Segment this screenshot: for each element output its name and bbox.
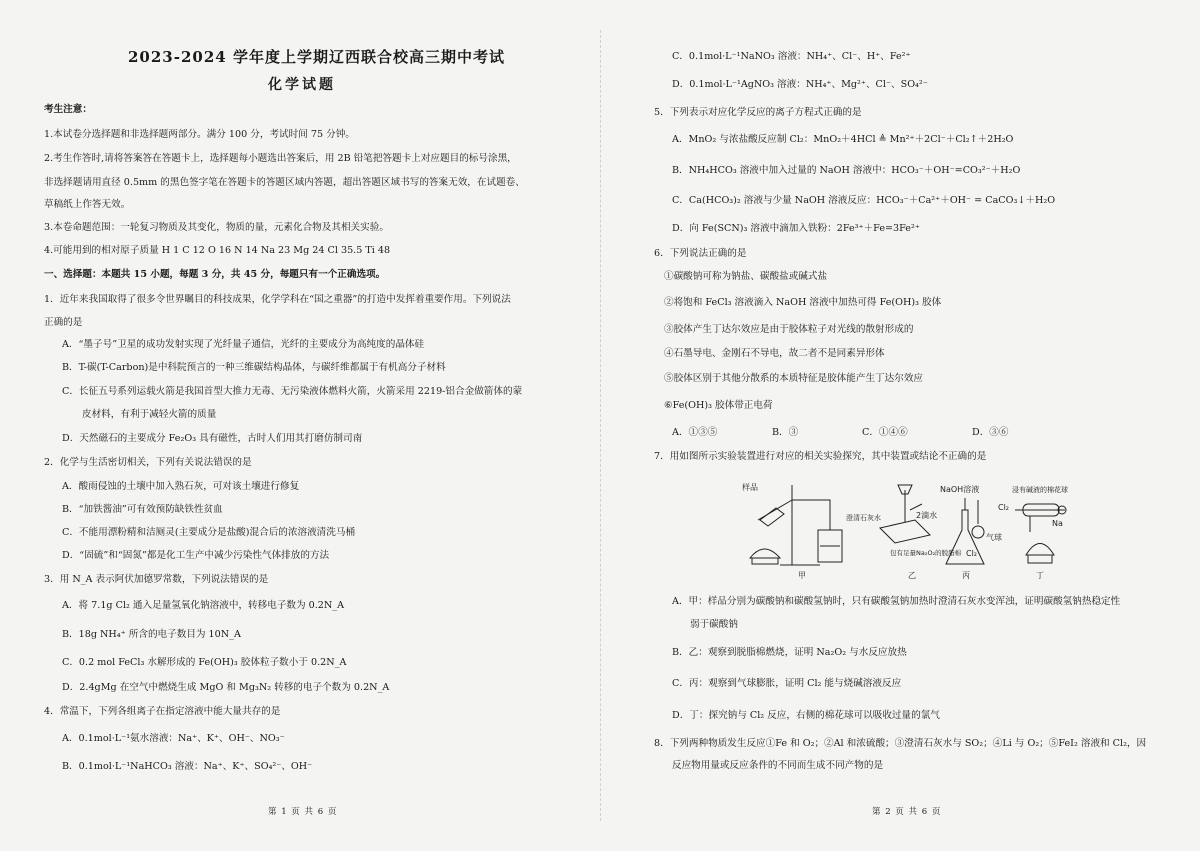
caption-bing: 丙 xyxy=(962,571,970,580)
q6-choice-b: B．③ xyxy=(772,427,799,438)
q5-option-d: D．向 Fe(SCN)₃ 溶液中滴加入铁粉：2Fe³⁺＋Fe=3Fe²⁺ xyxy=(672,223,920,234)
label-cl2-ding: Cl₂ xyxy=(998,503,1010,512)
q4-stem: 4．常温下，下列各组离子在指定溶液中能大量共存的是 xyxy=(44,706,281,717)
section-heading: 一、选择题：本题共 15 小题，每题 3 分，共 45 分，每题只有一个正确选项。 xyxy=(44,269,386,280)
q7-option-a: A．甲：样品分别为碳酸钠和碳酸氢钠时，只有碳酸氢钠加热时澄清石灰水变浑浊，证明碳酸氢钠热稳定性 xyxy=(672,596,1121,607)
q1-option-c-cont: 皮材料，有利于减轻火箭的质量 xyxy=(82,409,217,420)
q1-option-a: A．“墨子号”卫星的成功发射实现了光纤量子通信，光纤的主要成分为高纯度的晶体硅 xyxy=(62,339,425,350)
label-naoh: NaOH溶液 xyxy=(940,485,980,494)
q8-stem: 反应物用量或反应条件的不同而生成不同产物的是 xyxy=(672,760,884,771)
label-limewater: 澄清石灰水 xyxy=(846,514,881,522)
q1-stem: 正确的是 xyxy=(44,317,83,328)
q5-option-b: B．NH₄HCO₃ 溶液中加入过量的 NaOH 溶液中：HCO₃⁻＋OH⁻=CO₃²⁻＋H₂O xyxy=(672,165,1021,176)
label-sample: 样品 xyxy=(742,483,758,492)
notice-line: 草稿纸上作答无效。 xyxy=(44,199,131,210)
label-cotton-ball: 浸有碱液的棉花球 xyxy=(1012,486,1068,494)
page-2 xyxy=(600,0,1200,851)
q2-option-d: D．“固硫”和“固氮”都是化工生产中减少污染性气体排放的方法 xyxy=(62,550,330,561)
caption-ding: 丁 xyxy=(1036,571,1044,580)
exam-title: 2023-2024 学年度上学期辽西联合校高三期中考试 xyxy=(128,48,505,66)
q6-item: ⑤胶体区别于其他分散系的本质特征是胶体能产生丁达尔效应 xyxy=(664,373,924,384)
atomic-masses-line: 4.可能用到的相对原子质量 H 1 C 12 O 16 N 14 Na 23 Mg 24 Cl 35.5 Ti 48 xyxy=(44,245,391,256)
q6-choice-a: A．①③⑤ xyxy=(672,427,718,438)
q4-option-d: D．0.1mol·L⁻¹AgNO₃ 溶液：NH₄⁺、Mg²⁺、Cl⁻、SO₄²⁻ xyxy=(672,79,928,90)
q4-option-a: A．0.1mol·L⁻¹氨水溶液：Na⁺、K⁺、OH⁻、NO₃⁻ xyxy=(62,733,285,744)
q2-stem: 2．化学与生活密切相关，下列有关说法错误的是 xyxy=(44,457,252,468)
q7-option-b: B．乙：观察到脱脂棉燃烧，证明 Na₂O₂ 与水反应放热 xyxy=(672,647,907,658)
notice-line: 2.考生作答时,请将答案答在答题卡上，选择题每小题选出答案后，用 2B 铅笔把答题卡上对应题目的标号涂黑， xyxy=(44,153,517,164)
q3-stem: 3．用 N_A 表示阿伏加德罗常数，下列说法错误的是 xyxy=(44,574,269,585)
q6-item: ⑥Fe(OH)₃ 胶体带正电荷 xyxy=(664,400,773,411)
q7-option-a-cont: 弱于碳酸钠 xyxy=(690,619,738,630)
label-na2o2-cotton: 包有足量Na₂O₂的脱脂棉 xyxy=(890,549,962,557)
caption-yi: 乙 xyxy=(908,571,916,580)
q2-option-b: B．“加铁酱油”可有效预防缺铁性贫血 xyxy=(62,504,223,515)
experiment-figure xyxy=(740,480,1070,580)
q1-option-d: D．天然磁石的主要成分 Fe₂O₃ 具有磁性，古时人们用其打磨仿制司南 xyxy=(62,433,363,444)
notice-heading: 考生注意： xyxy=(44,104,92,115)
label-cl2-bing: Cl₂ xyxy=(966,549,978,558)
q1-option-b: B．T-碳(T-Carbon)是中科院预言的一种三维碳结构晶体，与碳纤维都属于有机高分子材料 xyxy=(62,362,446,373)
q4-option-c: C．0.1mol·L⁻¹NaNO₃ 溶液：NH₄⁺、Cl⁻、H⁺、Fe²⁺ xyxy=(672,51,911,62)
q7-option-c: C．丙：观察到气球膨胀，证明 Cl₂ 能与烧碱溶液反应 xyxy=(672,678,902,689)
q4-option-b: B．0.1mol·L⁻¹NaHCO₃ 溶液：Na⁺、K⁺、SO₄²⁻、OH⁻ xyxy=(62,761,313,772)
q2-option-c: C．不能用漂粉精和洁厕灵(主要成分是盐酸)混合后的浓溶液清洗马桶 xyxy=(62,527,356,538)
label-balloon: 气球 xyxy=(986,533,1002,542)
q6-stem: 6．下列说法正确的是 xyxy=(654,248,747,259)
notice-line: 3.本卷命题范围：一轮复习物质及其变化，物质的量，元素化合物及其相关实验。 xyxy=(44,222,389,233)
exam-subtitle: 化学试题 xyxy=(268,77,336,93)
q1-stem: 1．近年来我国取得了很多令世界瞩目的科技成果，化学学科在“国之重器”的打造中发挥着重要作用。下列说法 xyxy=(44,294,511,305)
notice-line: 非选择题请用直径 0.5mm 的黑色签字笔在答题卡的答题区域内答题，超出答题区域书写的答案无效，在试题卷、 xyxy=(44,177,525,188)
q2-option-a: A．酸雨侵蚀的土壤中加入熟石灰，可对该土壤进行修复 xyxy=(62,481,300,492)
label-na: Na xyxy=(1052,519,1063,528)
page-footer: 第 2 页 共 6 页 xyxy=(872,807,942,817)
q3-option-c: C．0.2 mol FeCl₃ 水解形成的 Fe(OH)₃ 胶体粒子数小于 0.2N_A xyxy=(62,657,347,668)
q5-option-a: A．MnO₂ 与浓盐酸反应制 Cl₂：MnO₂＋4HCl ≜ Mn²⁺＋2Cl⁻＋Cl₂↑＋2H₂O xyxy=(672,134,1014,145)
q7-stem: 7．用如图所示实验装置进行对应的相关实验探究，其中装置或结论不正确的是 xyxy=(654,451,987,462)
apparatus-drawing xyxy=(740,480,1070,580)
q5-stem: 5．下列表示对应化学反应的离子方程式正确的是 xyxy=(654,107,862,118)
label-two-drops: 2滴水 xyxy=(916,511,938,520)
q8-stem: 8．下列两种物质发生反应①Fe 和 O₂；②Al 和浓硫酸；③澄清石灰水与 SO₂；④Li 与 O₂；⑤FeI₂ 溶液和 Cl₂，因 xyxy=(654,738,1147,749)
q5-option-c: C．Ca(HCO₃)₂ 溶液与少量 NaOH 溶液反应：HCO₃⁻＋Ca²⁺＋OH⁻ = CaCO₃↓＋H₂O xyxy=(672,195,1056,206)
q6-choice-c: C．①④⑥ xyxy=(862,427,908,438)
q3-option-b: B．18g NH₄⁺ 所含的电子数目为 10N_A xyxy=(62,629,241,640)
q3-option-d: D．2.4gMg 在空气中燃烧生成 MgO 和 Mg₃N₂ 转移的电子个数为 0.2N_A xyxy=(62,682,390,693)
notice-line: 1.本试卷分选择题和非选择题两部分。满分 100 分，考试时间 75 分钟。 xyxy=(44,129,355,140)
q6-item: ②将饱和 FeCl₃ 溶液滴入 NaOH 溶液中加热可得 Fe(OH)₃ 胶体 xyxy=(664,297,942,308)
q1-option-c: C．长征五号系列运载火箭是我国首型大推力无毒、无污染液体燃料火箭，火箭采用 2219-铝合金做箭体的蒙 xyxy=(62,386,523,397)
q6-item: ③胶体产生丁达尔效应是由于胶体粒子对光线的散射形成的 xyxy=(664,324,914,335)
q3-option-a: A．将 7.1g Cl₂ 通入足量氢氧化钠溶液中，转移电子数为 0.2N_A xyxy=(62,600,345,611)
q7-option-d: D．丁：探究钠与 Cl₂ 反应，右侧的棉花球可以吸收过量的氯气 xyxy=(672,710,940,721)
caption-jia: 甲 xyxy=(798,571,806,580)
page-footer: 第 1 页 共 6 页 xyxy=(268,807,338,817)
q6-choice-d: D．③⑥ xyxy=(972,427,1009,438)
q6-item: ④石墨导电、金刚石不导电，故二者不是同素异形体 xyxy=(664,348,885,359)
q6-item: ①碳酸钠可称为钠盐、碳酸盐或碱式盐 xyxy=(664,271,828,282)
